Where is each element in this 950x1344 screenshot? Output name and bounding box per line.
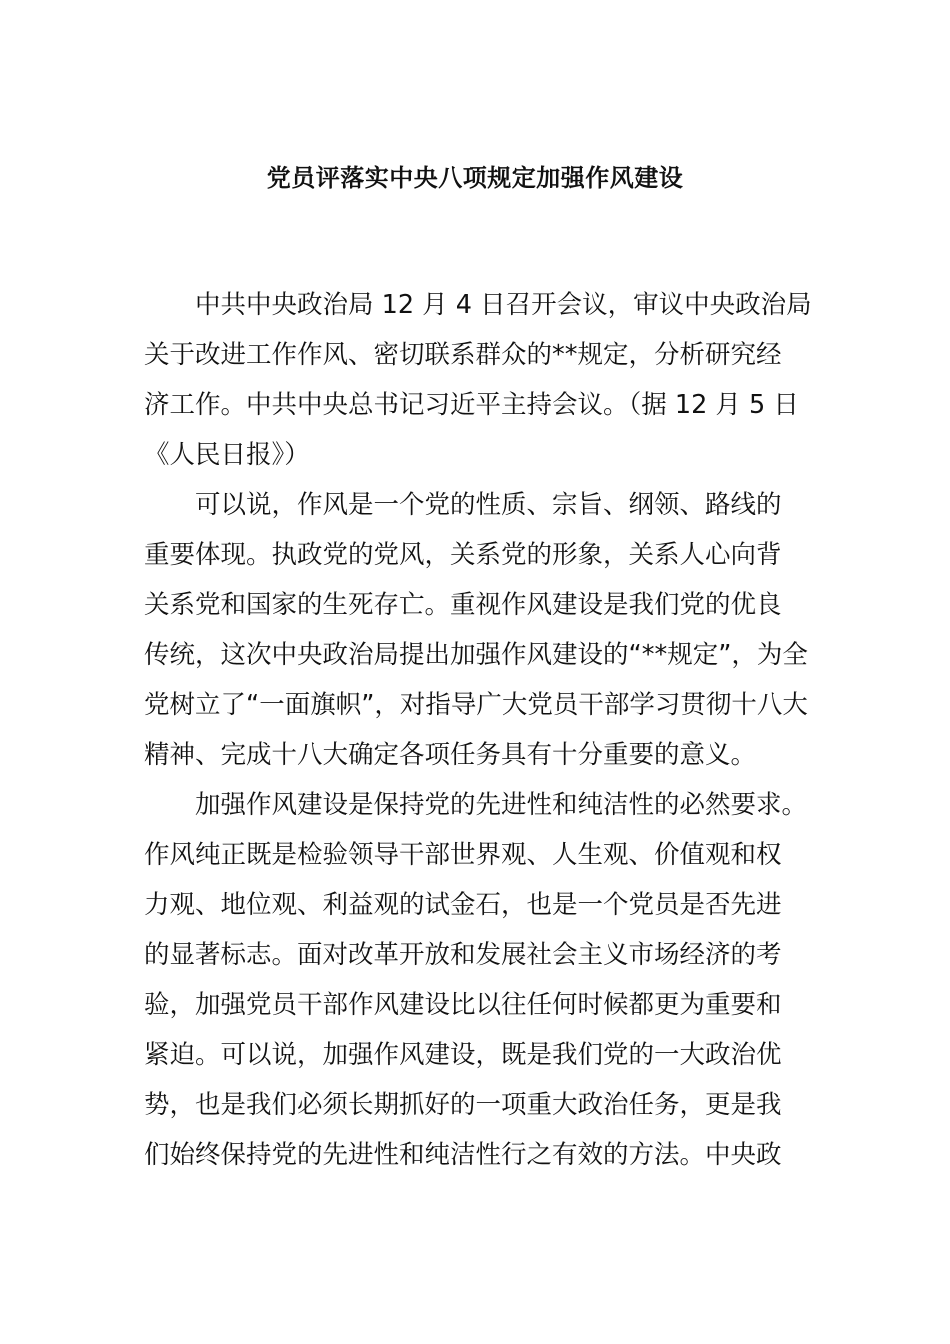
paragraph-1-line-3: 济工作。中共中央总书记习近平主持会议。（据 12 月 5 日 xyxy=(144,390,799,420)
paragraph-3-line-6: 紧迫。可以说，加强作风建设，既是我们党的一大政治优 xyxy=(144,1040,782,1070)
paragraph-3-line-7: 势，也是我们必须长期抓好的一项重大政治任务，更是我 xyxy=(144,1090,782,1120)
paragraph-2-line-6: 精神、完成十八大确定各项任务具有十分重要的意义。 xyxy=(144,740,757,770)
document-title: 党员评落实中央八项规定加强作风建设 xyxy=(266,164,684,192)
paragraph-1-line-4: 《人民日报》） xyxy=(144,440,310,470)
paragraph-1-line-2: 关于改进工作作风、密切联系群众的**规定，分析研究经 xyxy=(144,340,782,370)
paragraph-3-line-8: 们始终保持党的先进性和纯洁性行之有效的方法。中央政 xyxy=(144,1140,782,1170)
paragraph-3-line-1: 加强作风建设是保持党的先进性和纯洁性的必然要求。 xyxy=(195,790,808,820)
paragraph-3-line-2: 作风纯正既是检验领导干部世界观、人生观、价值观和权 xyxy=(144,840,782,870)
paragraph-3-line-5: 验，加强党员干部作风建设比以往任何时候都更为重要和 xyxy=(144,990,782,1020)
paragraph-2-line-1: 可以说，作风是一个党的性质、宗旨、纲领、路线的 xyxy=(195,490,782,520)
paragraph-3-line-3: 力观、地位观、利益观的试金石，也是一个党员是否先进 xyxy=(144,890,782,920)
paragraph-2-line-5: 党树立了“一面旗帜”，对指导广大党员干部学习贯彻十八大 xyxy=(144,690,808,720)
paragraph-1-line-1: 中共中央政治局 12 月 4 日召开会议，审议中央政治局 xyxy=(195,290,812,320)
paragraph-3-line-4: 的显著标志。面对改革开放和发展社会主义市场经济的考 xyxy=(144,940,782,970)
paragraph-2-line-3: 关系党和国家的生死存亡。重视作风建设是我们党的优良 xyxy=(144,590,782,620)
document-body xyxy=(144,280,844,1180)
paragraph-2-line-4: 传统，这次中央政治局提出加强作风建设的“**规定”，为全 xyxy=(144,640,808,670)
paragraph-2-line-2: 重要体现。执政党的党风，关系党的形象，关系人心向背 xyxy=(144,540,782,570)
